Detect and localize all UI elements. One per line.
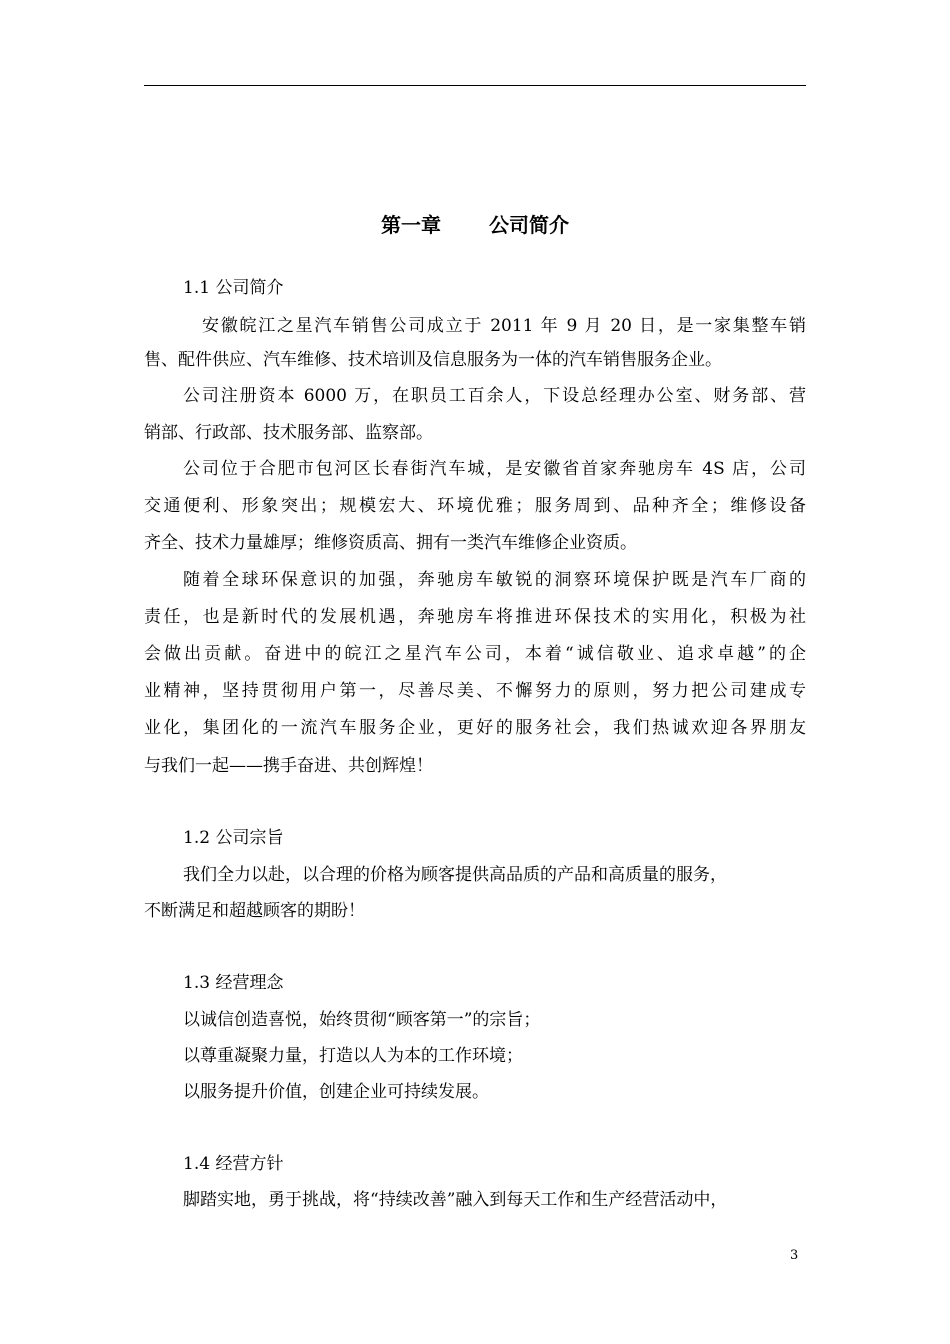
paragraph-line: 公司位于合肥市包河区长春街汽车城，是安徽省首家奔驰房车 4S 店，公司 xyxy=(183,459,806,479)
list-item: 以诚信创造喜悦，始终贯彻“顾客第一”的宗旨； xyxy=(183,1010,541,1030)
paragraph-line: 我们全力以赴，以合理的价格为顾客提供高品质的产品和高质量的服务， xyxy=(183,865,727,885)
paragraph-line: 公司注册资本 6000 万，在职员工百余人，下设总经理办公室、财务部、营 xyxy=(183,386,806,406)
paragraph-line: 会做出贡献。奋进中的皖江之星汽车公司，本着“诚信敬业、追求卓越”的企 xyxy=(144,644,806,664)
section-heading-1-2: 1.2 公司宗旨 xyxy=(183,828,284,848)
chapter-name: 公司简介 xyxy=(489,213,569,237)
paragraph-line: 安徽皖江之星汽车销售公司成立于 2011 年 9 月 20 日，是一家集整车销 xyxy=(202,316,806,336)
header-rule xyxy=(144,85,806,86)
paragraph-line: 与我们一起——携手奋进、共创辉煌！ xyxy=(144,756,433,776)
paragraph-line: 随着全球环保意识的加强，奔驰房车敏锐的洞察环境保护既是汽车厂商的 xyxy=(183,570,806,590)
section-heading-1-1: 1.1 公司简介 xyxy=(183,278,284,298)
list-item: 以服务提升价值，创建企业可持续发展。 xyxy=(183,1082,489,1102)
paragraph-line: 销部、行政部、技术服务部、监察部。 xyxy=(144,423,433,443)
section-heading-1-4: 1.4 经营方针 xyxy=(183,1154,284,1174)
list-item: 以尊重凝聚力量，打造以人为本的工作环境； xyxy=(183,1046,523,1066)
section-heading-1-3: 1.3 经营理念 xyxy=(183,973,284,993)
page-number: 3 xyxy=(790,1248,799,1263)
paragraph-line: 售、配件供应、汽车维修、技术培训及信息服务为一体的汽车销售服务企业。 xyxy=(144,350,722,370)
paragraph-line: 齐全、技术力量雄厚；维修资质高、拥有一类汽车维修企业资质。 xyxy=(144,533,637,553)
paragraph-line: 不断满足和超越顾客的期盼！ xyxy=(144,901,365,921)
paragraph-line: 责任，也是新时代的发展机遇，奔驰房车将推进环保技术的实用化，积极为社 xyxy=(144,607,806,627)
paragraph-line: 业精神，坚持贯彻用户第一，尽善尽美、不懈努力的原则，努力把公司建成专 xyxy=(144,681,806,701)
paragraph-line: 业化，集团化的一流汽车服务企业，更好的服务社会，我们热诚欢迎各界朋友 xyxy=(144,718,806,738)
chapter-title xyxy=(144,210,806,240)
paragraph-line: 交通便利、形象突出；规模宏大、环境优雅；服务周到、品种齐全；维修设备 xyxy=(144,496,806,516)
chapter-number: 第一章 xyxy=(381,213,441,237)
paragraph-line: 脚踏实地，勇于挑战，将“持续改善”融入到每天工作和生产经营活动中， xyxy=(183,1190,728,1210)
